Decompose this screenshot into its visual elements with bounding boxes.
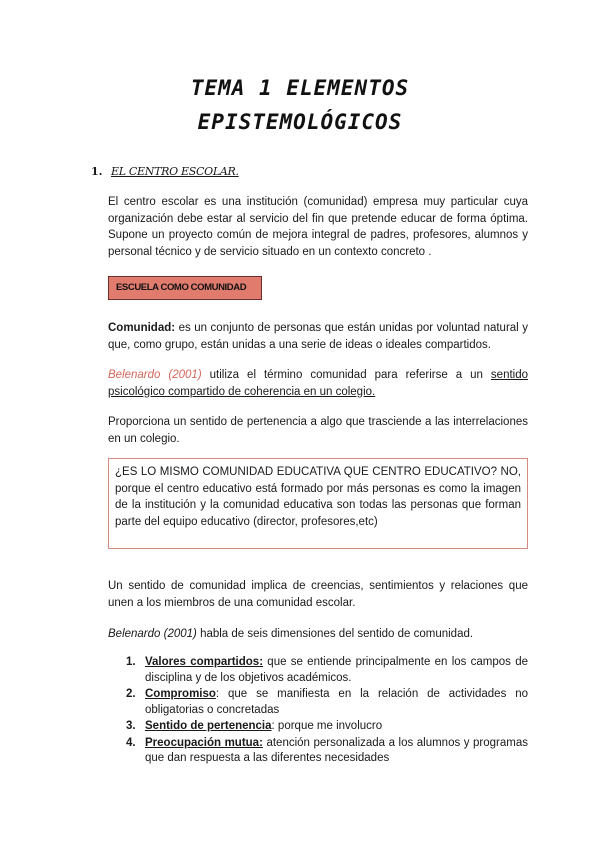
- page-title-line1: TEMA 1 ELEMENTOS: [190, 76, 410, 100]
- comunidad-def-text: es un conjunto de personas que están unidas por voluntad natural y que, como grupo, están unidas a una serie de ideas o ideales compartidos.: [108, 322, 528, 351]
- section-heading: [91, 165, 239, 178]
- list-item-key: Sentido de pertenencia: [145, 720, 272, 732]
- comunidad-term: Comunidad:: [108, 322, 176, 334]
- list-item: [108, 687, 528, 718]
- belenardo-text: utiliza el término comunidad para referirse a un: [201, 369, 491, 381]
- dimensions-list: [108, 655, 528, 768]
- list-item-text: : porque me involucro: [271, 720, 383, 732]
- community-tag-box: ESCUELA COMO COMUNIDAD: [108, 276, 262, 300]
- list-item-key: Compromiso: [145, 688, 216, 700]
- list-item-text: atención personalizada a los alumnos y programas que dan respuesta a las diferentes necesidades: [145, 736, 529, 764]
- section-label: EL CENTRO ESCOLAR.: [111, 165, 239, 178]
- dimensions-intro: [108, 626, 528, 643]
- pertenencia-paragraph: Proporciona un sentido de pertenencia a algo que trasciende a las interrelaciones en un colegio.: [108, 416, 528, 445]
- list-item-text: : que se manifiesta en la relación de actividades no obligatorias o concretadas: [145, 688, 528, 716]
- dimensions-citation: Belenardo (2001): [108, 628, 197, 640]
- belenardo-citation: Belenardo (2001): [108, 369, 202, 381]
- list-item-number: 2.: [126, 688, 136, 700]
- comunidad-definition: [108, 320, 528, 353]
- list-item: [108, 719, 528, 735]
- belenardo-paragraph: [108, 367, 528, 400]
- list-item: [108, 736, 528, 767]
- question-box: ¿ES LO MISMO COMUNIDAD EDUCATIVA QUE CENTRO EDUCATIVO? NO, porque el centro educativo está formado por más personas es como la imagen de la institución y la comunidad educativa son todas las personas que forman parte del equipo educativo (director, profesores,etc): [108, 458, 528, 549]
- list-item-key: Valores compartidos:: [145, 656, 264, 668]
- list-item-number: 3.: [126, 720, 136, 732]
- list-item: [108, 655, 528, 686]
- sentido-paragraph: Un sentido de comunidad implica de creencias, sentimientos y relaciones que unen a los miembros de una comunidad escolar.: [108, 580, 528, 609]
- list-item-text: que se entiende principalmente en los campos de disciplina y de los objetivos académicos.: [145, 656, 528, 684]
- dimensions-intro-text: habla de seis dimensiones del sentido de comunidad.: [196, 628, 474, 640]
- page-title-line2: EPISTEMOLÓGICOS: [197, 110, 403, 134]
- section-number: 1.: [91, 165, 103, 178]
- list-item-number: 4.: [126, 736, 136, 749]
- intro-paragraph: El centro escolar es una institución (comunidad) empresa muy particular cuya organización debe estar al servicio del fin que pretende educar de forma óptima. Supone un proyecto común de mejora integral de padres, profesores, alumnos y personal técnico y de servicio situado en un contexto concreto .: [108, 196, 528, 258]
- list-item-number: 1.: [126, 656, 136, 668]
- list-item-key: Preocupación mutua:: [145, 736, 263, 749]
- belenardo-underlined: sentido psicológico compartido de coherencia en un colegio.: [108, 369, 529, 398]
